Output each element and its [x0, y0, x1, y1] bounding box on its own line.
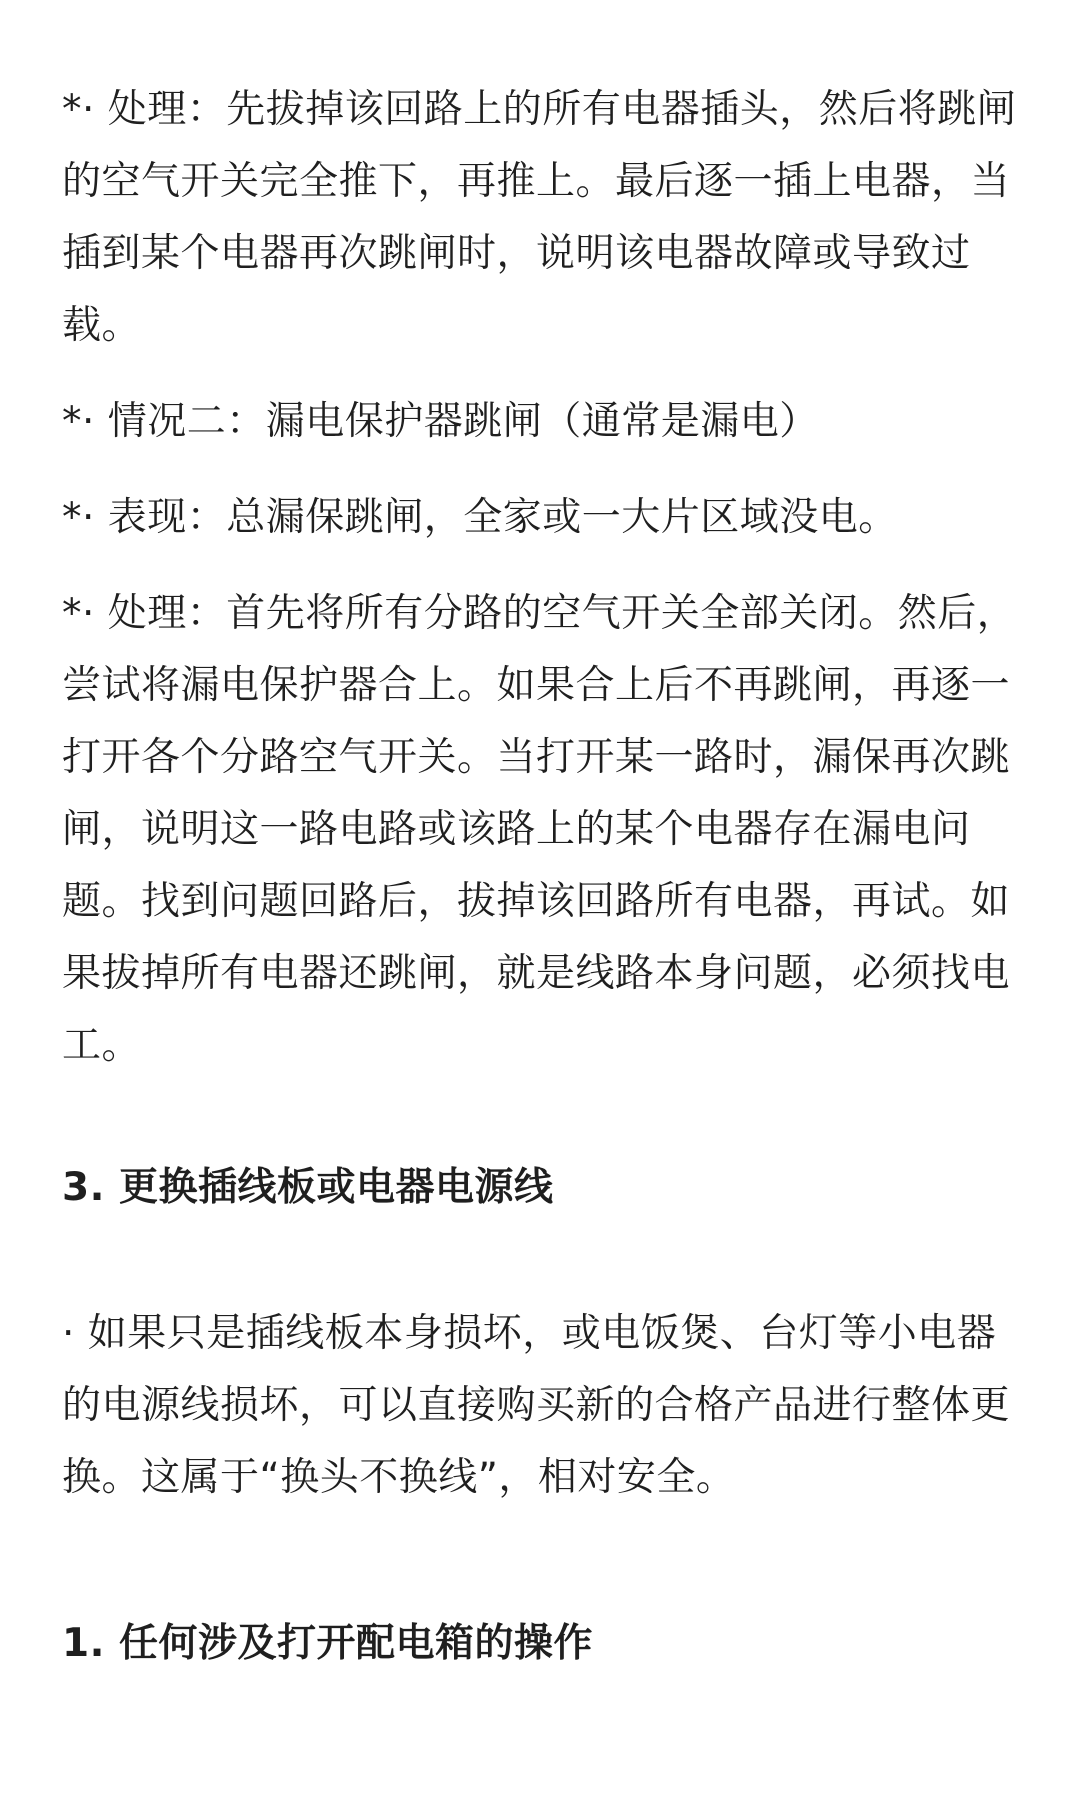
paragraph-handling-leakage: *· 处理：首先将所有分路的空气开关全部关闭。然后，尝试将漏电保护器合上。如果合上后不再跳闸，再逐一打开各个分路空气开关。当打开某一路时，漏保再次跳闸，说明这一路电路或该路上的某个电器存在漏电问题。找到问题回路后，拔掉该回路所有电器，再试。如果拔掉所有电器还跳闸，就是线路本身问题，必须找电工。	[62, 591, 1017, 1068]
paragraph-case-two: *· 情况二：漏电保护器跳闸（通常是漏电）	[62, 399, 819, 444]
section-heading-replace-power-strip: 3. 更换插线板或电器电源线	[62, 1165, 554, 1210]
section-heading-distribution-box: 1. 任何涉及打开配电箱的操作	[62, 1621, 594, 1666]
paragraph-symptom: *· 表现：总漏保跳闸，全家或一大片区域没电。	[62, 495, 898, 540]
paragraph-handling-overload: *· 处理：先拔掉该回路上的所有电器插头，然后将跳闸的空气开关完全推下，再推上。最后逐一插上电器，当插到某个电器再次跳闸时，说明该电器故障或导致过载。	[62, 87, 1017, 348]
article-body	[62, 74, 1022, 1680]
paragraph-replace-power-strip: · 如果只是插线板本身损坏，或电饭煲、台灯等小电器的电源线损坏，可以直接购买新的合格产品进行整体更换。这属于“换头不换线”，相对安全。	[62, 1311, 1011, 1500]
